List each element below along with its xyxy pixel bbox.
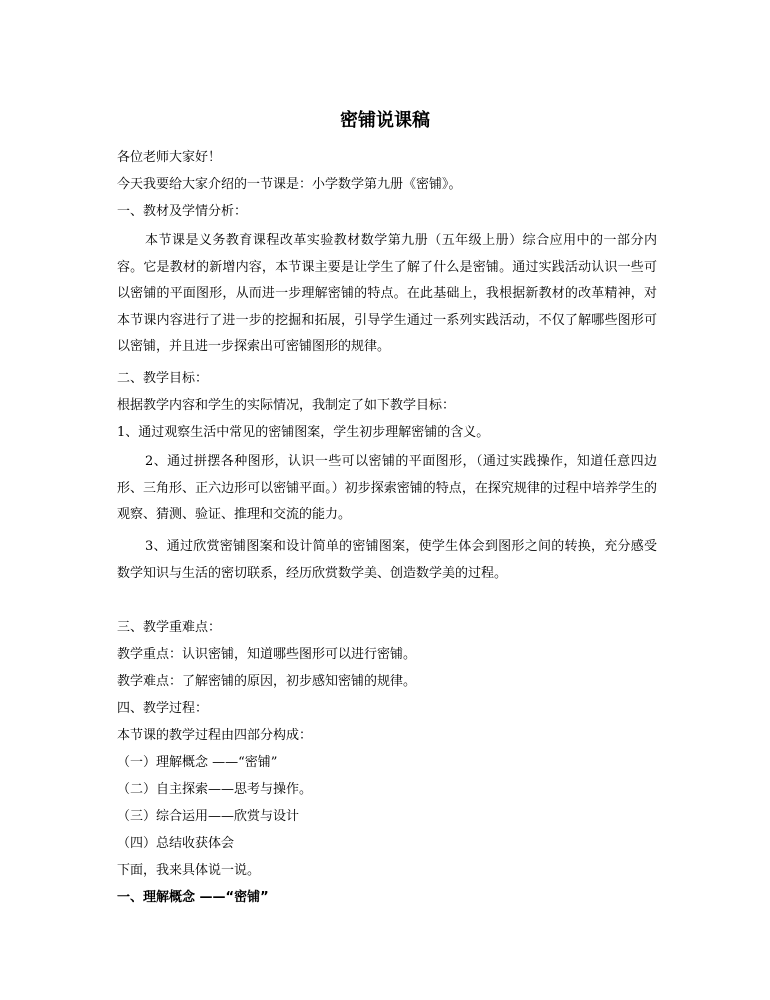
page-title: 密铺说课稿 (340, 110, 430, 131)
objective-3-paragraph: 3、通过欣赏密铺图案和设计简单的密铺图案，使学生体会到图形之间的转换，充分感受数学知识与生活的密切联系，经历欣赏数学美、创造数学美的过程。 (117, 539, 657, 581)
greeting-paragraph: 各位老师大家好！ (117, 150, 222, 165)
section-heading-1: 一、教材及学情分析： (117, 204, 248, 219)
section-heading-4: 四、教学过程： (117, 701, 209, 716)
difficult-point-paragraph: 教学难点：了解密铺的原因，初步感知密铺的规律。 (117, 674, 417, 689)
subsection-heading-1: 一、理解概念 ——“密铺” (117, 890, 269, 905)
intro-paragraph: 今天我要给大家介绍的一节课是：小学数学第九册《密铺》。 (117, 177, 462, 192)
section-heading-3: 三、教学重难点： (117, 620, 222, 635)
objective-2-paragraph: 2、通过拼摆各种图形，认识一些可以密铺的平面图形，（通过实践操作，知道任意四边形、三角形、正六边形可以密铺平面。）初步探索密铺的特点，在探究规律的过程中培养学生的观察、猜测、验证、推理和交流的能力。 (117, 454, 657, 523)
section-heading-2: 二、教学目标： (117, 371, 209, 386)
process-step-3: （三）综合运用——欣赏与设计 (117, 809, 300, 824)
process-step-2: （二）自主探索——思考与操作。 (117, 782, 313, 797)
process-step-1: （一）理解概念 ——“密铺” (117, 755, 278, 770)
process-step-4: （四）总结收获体会 (117, 836, 235, 851)
transition-paragraph: 下面，我来具体说一说。 (117, 863, 261, 878)
process-intro-paragraph: 本节课的教学过程由四部分构成： (117, 728, 313, 743)
objective-1-paragraph: 1、通过观察生活中常见的密铺图案，学生初步理解密铺的含义。 (117, 425, 490, 440)
key-point-paragraph: 教学重点：认识密铺，知道哪些图形可以进行密铺。 (117, 647, 417, 662)
objectives-intro-paragraph: 根据教学内容和学生的实际情况，我制定了如下教学目标： (117, 398, 456, 413)
textbook-analysis-paragraph: 本节课是义务教育课程改革实验教材数学第九册（五年级上册）综合应用中的一部分内容。它是教材的新增内容，本节课主要是让学生了解了什么是密铺。通过实践活动认识一些可以密铺的平面图形，从而进一步理解密铺的特点。在此基础上，我根据新教材的改革精神，对本节课内容进行了进一步的挖掘和拓展，引导学生通过一系列实践活动，不仅了解哪些图形可以密铺，并且进一步探索出可密铺图形的规律。 (117, 233, 657, 355)
